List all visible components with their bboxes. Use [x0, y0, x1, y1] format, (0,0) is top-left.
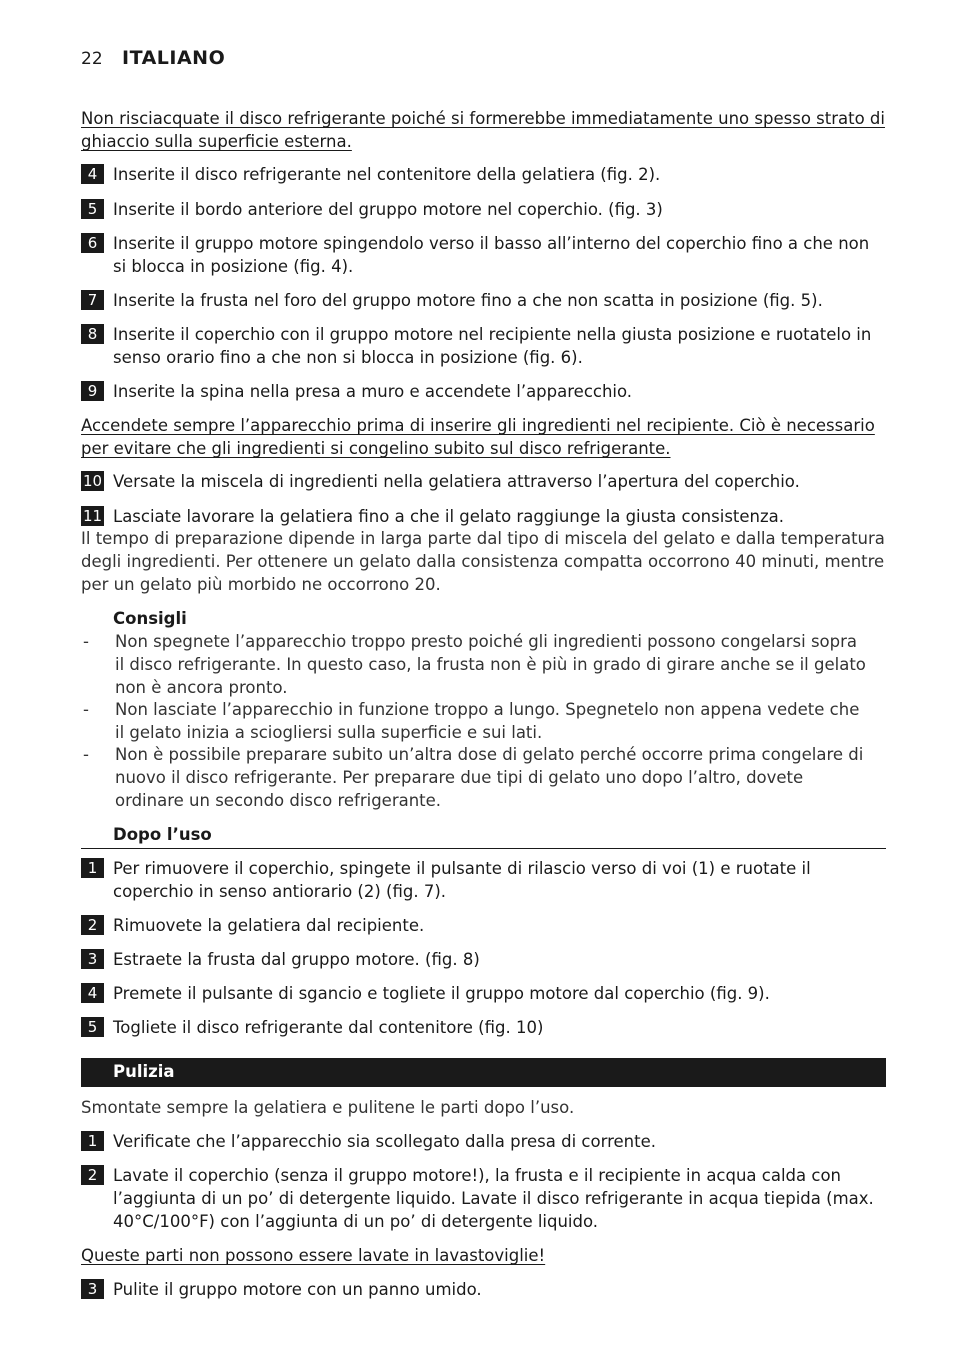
step-number-badge: 4 — [81, 983, 104, 1003]
cleaning-intro: Smontate sempre la gelatiera e pulitene le parti dopo l’uso. — [81, 1098, 575, 1117]
step-item — [81, 1016, 886, 1039]
step-number-badge: 2 — [81, 915, 104, 935]
step-text: Inserite il coperchio con il gruppo motore nel recipiente nella giusta posizione e ruotatelo in senso orario fino a che non si blocca in posizione (fig. 6). — [113, 325, 872, 367]
step-text: Pulite il gruppo motore con un panno umido. — [113, 1280, 482, 1299]
step-item — [81, 982, 886, 1005]
step-item — [81, 198, 886, 221]
prep-time-paragraph: Il tempo di preparazione dipende in larga parte dal tipo di miscela del gelato e dalla temperatura degli ingredienti. Per ottenere un gelato dalla consistenza compatta occorrono 40 minuti, mentre per un gelato più morbido ne occorrono 20. — [81, 529, 885, 594]
step-number-badge: 5 — [81, 199, 104, 219]
step-text: Lasciate lavorare la gelatiera fino a che il gelato raggiunge la giusta consistenza. — [113, 507, 785, 526]
step-text: Inserite il disco refrigerante nel contenitore della gelatiera (fig. 2). — [113, 165, 661, 184]
language-title: ITALIANO — [122, 47, 226, 69]
step-item — [81, 470, 886, 493]
step-item — [81, 505, 886, 528]
step-number-badge: 9 — [81, 381, 104, 401]
step-number-badge: 1 — [81, 858, 104, 878]
step-number-badge: 5 — [81, 1017, 104, 1037]
tip-text: Non è possibile preparare subito un’altra dose di gelato perché occorre prima congelare di nuovo il disco refrigerante. Per preparare due tipi di gelato uno dopo l’altro, dovete ordinare un secondo disco refrigerante. — [115, 745, 864, 810]
tip-item: - Non lasciate l’apparecchio in funzione troppo a lungo. Spegnetelo non appena vedete che il gelato inizia a sciogliersi sulla superficie e sui lati. — [81, 698, 871, 744]
step-item — [81, 163, 886, 186]
step-item — [81, 323, 886, 369]
page-number: 22 — [81, 49, 103, 69]
step-text: Rimuovete la gelatiera dal recipiente. — [113, 916, 425, 935]
after-use-heading: Dopo l’uso — [113, 825, 212, 844]
step-text: Per rimuovere il coperchio, spingete il pulsante di rilascio verso di voi (1) e ruotate il coperchio in senso antiorario (2) (fig. 7). — [113, 859, 811, 901]
tip-item: - Non è possibile preparare subito un’altra dose di gelato perché occorre prima congelare di nuovo il disco refrigerante. Per preparare due tipi di gelato uno dopo l’altro, dovete ordinare un secondo disco refrigerante. — [81, 743, 871, 812]
step-text: Togliete il disco refrigerante dal contenitore (fig. 10) — [113, 1018, 544, 1037]
step-number-badge: 6 — [81, 233, 104, 253]
step-text: Premete il pulsante di sgancio e togliete il gruppo motore dal coperchio (fig. 9). — [113, 984, 770, 1003]
step-item — [81, 857, 886, 903]
step-item — [81, 948, 886, 971]
step-number-badge: 4 — [81, 164, 104, 184]
tip-text: Non lasciate l’apparecchio in funzione troppo a lungo. Spegnetelo non appena vedete che il gelato inizia a sciogliersi sulla superficie e sui lati. — [115, 700, 860, 742]
step-text: Lavate il coperchio (senza il gruppo motore!), la frusta e il recipiente in acqua calda con l’aggiunta di un po’ di detergente liquido. Lavate il disco refrigerante in acqua tiepida (max. 40°C/100°F) con l’aggiunta di un po’ di detergente liquido. — [113, 1166, 874, 1231]
warning-rinse: Non risciacquate il disco refrigerante poiché si formerebbe immediatamente uno spesso strato di ghiaccio sulla superficie esterna. — [81, 109, 885, 151]
step-text: Inserite la frusta nel foro del gruppo motore fino a che non scatta in posizione (fig. 5). — [113, 291, 823, 310]
tip-text: Non spegnete l’apparecchio troppo presto poiché gli ingredienti possono congelarsi sopra il disco refrigerante. In questo caso, la frusta non è più in grado di girare anche se il gelato non è ancora pronto. — [115, 632, 866, 697]
step-text: Versate la miscela di ingredienti nella gelatiera attraverso l’apertura del coperchio. — [113, 472, 800, 491]
step-text: Inserite il gruppo motore spingendolo verso il basso all’interno del coperchio fino a che non si blocca in posizione (fig. 4). — [113, 234, 870, 276]
step-item — [81, 1278, 886, 1301]
step-item — [81, 380, 886, 403]
tips-heading: Consigli — [113, 609, 187, 628]
step-number-badge: 10 — [82, 472, 103, 490]
step-number-badge: 8 — [81, 324, 104, 344]
step-text: Estraete la frusta dal gruppo motore. (fig. 8) — [113, 950, 480, 969]
step-text: Inserite la spina nella presa a muro e accendete l’apparecchio. — [113, 382, 633, 401]
warning-dishwasher: Queste parti non possono essere lavate in lavastoviglie! — [81, 1246, 546, 1265]
cleaning-heading: Pulizia — [113, 1062, 175, 1081]
step-number-badge: 1 — [81, 1131, 104, 1151]
step-item — [81, 289, 886, 312]
section-divider — [81, 848, 886, 849]
step-text: Verificate che l’apparecchio sia scollegato dalla presa di corrente. — [113, 1132, 656, 1151]
step-item — [81, 914, 886, 937]
tip-item: - Non spegnete l’apparecchio troppo presto poiché gli ingredienti possono congelarsi sopra il disco refrigerante. In questo caso, la frusta non è più in grado di girare anche se il gelato non è ancora pronto. — [81, 630, 871, 699]
step-text: Inserite il bordo anteriore del gruppo motore nel coperchio. (fig. 3) — [113, 200, 663, 219]
cleaning-section-bar — [81, 1058, 886, 1087]
step-item — [81, 1164, 886, 1233]
step-number-badge: 11 — [82, 507, 103, 525]
step-number-badge: 3 — [81, 949, 104, 969]
step-item — [81, 1130, 886, 1153]
step-number-badge: 2 — [81, 1165, 104, 1185]
step-item — [81, 232, 886, 278]
page-header — [81, 47, 225, 69]
warning-switch-on: Accendete sempre l’apparecchio prima di inserire gli ingredienti nel recipiente. Ciò è necessario per evitare che gli ingredienti si congelino subito sul disco refrigerante. — [81, 416, 875, 458]
step-number-badge: 7 — [81, 290, 104, 310]
step-number-badge: 3 — [81, 1279, 104, 1299]
